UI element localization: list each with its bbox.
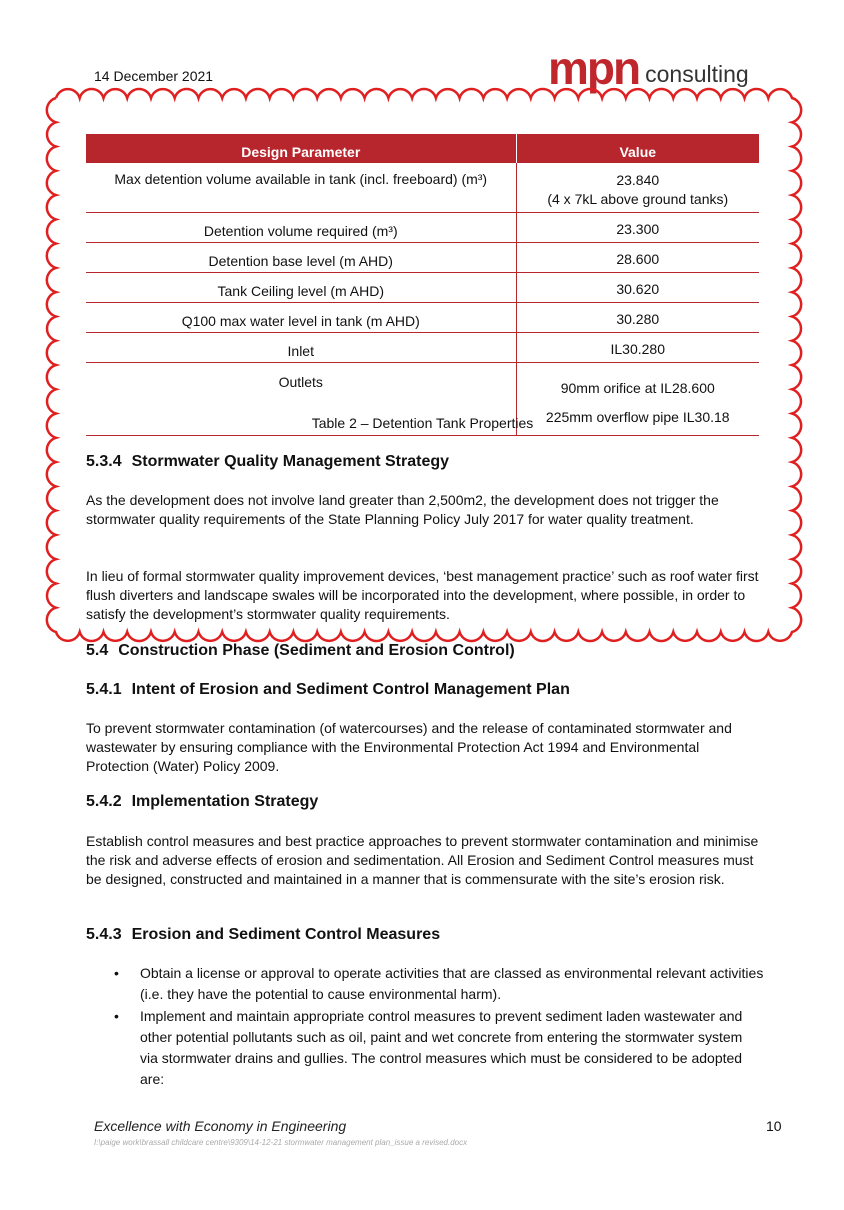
table-header-parameter: Design Parameter: [86, 134, 516, 163]
value-line: 28.600: [616, 251, 660, 267]
value-line: 23.300: [616, 221, 660, 237]
parameter-cell: Tank Ceiling level (m AHD): [86, 273, 516, 303]
page-number: 10: [766, 1118, 782, 1134]
table-row: [86, 243, 759, 273]
heading-5-4-1: 5.4.1 Intent of Erosion and Sediment Control Management Plan: [86, 681, 570, 698]
company-logo: [548, 42, 749, 94]
value-cell: [516, 243, 759, 273]
value-cell: [516, 213, 759, 243]
erosion-measures-list: [114, 963, 764, 1091]
heading-5-4: 5.4 Construction Phase (Sediment and Erosion Control): [86, 642, 515, 659]
heading-5-4-3: 5.4.3 Erosion and Sediment Control Measures: [86, 926, 441, 943]
paragraph-5-4-1: To prevent stormwater contamination (of watercourses) and the release of contaminated stormwater and wastewater by ensuring compliance with the Environmental Protection Act 1994 and Environmental Protection (Water) Policy 2009.: [86, 720, 732, 774]
logo-wordmark: consulting: [645, 61, 749, 87]
footer-filepath: I:\paige work\brassall childcare centre\9309\14-12-21 stormwater management plan_issue a revised.docx: [94, 1138, 468, 1147]
list-item: • Implement and maintain appropriate control measures to prevent sediment laden wastewater and other potential pollutants such as oil, paint and wet concrete from entering the stormwater system via stormwater drains and gullies. The control measures which must be considered to be adopted are:: [114, 1006, 764, 1090]
value-line: 30.280: [616, 311, 660, 327]
table-row: [86, 333, 759, 363]
value-line: IL30.280: [610, 341, 665, 357]
document-date: 14 December 2021: [94, 68, 214, 84]
table-header-value: Value: [516, 134, 759, 163]
table-row: [86, 213, 759, 243]
table-caption: Table 2 – Detention Tank Properties: [311, 415, 534, 431]
table-row: [86, 273, 759, 303]
parameter-cell: Max detention volume available in tank (incl. freeboard) (m³): [86, 163, 516, 213]
value-cell: [516, 333, 759, 363]
value-line: (4 x 7kL above ground tanks): [547, 191, 729, 207]
heading-5-4-2: 5.4.2 Implementation Strategy: [86, 793, 319, 810]
heading-5-3-4: 5.3.4 Stormwater Quality Management Strategy: [86, 453, 450, 470]
paragraph-5-3-4-a: As the development does not involve land greater than 2,500m2, the development does not trigger the stormwater quality requirements of the State Planning Policy July 2017 for water quality treatment.: [86, 492, 719, 527]
list-item: • Obtain a license or approval to operate activities that are classed as environmental relevant activities (i.e. they have the potential to cause environmental harm).: [114, 963, 764, 1005]
value-line: 90mm orifice at IL28.600: [560, 380, 715, 396]
table-row: [86, 163, 759, 213]
paragraph-5-4-2: Establish control measures and best practice approaches to prevent stormwater contamination and minimise the risk and adverse effects of erosion and sedimentation. All Erosion and Sediment Control measures must be designed, constructed and maintained in a manner that is commensurate with the site’s erosion risk.: [86, 833, 759, 887]
value-line: 30.620: [616, 281, 660, 297]
paragraph-5-3-4-b: In lieu of formal stormwater quality improvement devices, ‘best management practice’ such as roof water first flush diverters and landscape swales will be incorporated into the development, where possible, in order to satisfy the development’s stormwater quality requirements.: [86, 568, 759, 622]
value-cell: [516, 273, 759, 303]
value-line: 23.840: [616, 172, 660, 188]
parameter-cell: Detention base level (m AHD): [86, 243, 516, 273]
value-line: 225mm overflow pipe IL30.18: [545, 409, 730, 425]
footer-tagline: Excellence with Economy in Engineering: [94, 1118, 347, 1134]
parameter-cell: Q100 max water level in tank (m AHD): [86, 303, 516, 333]
parameter-cell: Outlets: [86, 363, 516, 436]
value-cell: [516, 163, 759, 213]
parameter-cell: Detention volume required (m³): [86, 213, 516, 243]
value-cell: [516, 303, 759, 333]
detention-tank-table: [86, 134, 759, 436]
logo-mark: mpn: [548, 42, 640, 94]
table-row: [86, 303, 759, 333]
parameter-cell: Inlet: [86, 333, 516, 363]
